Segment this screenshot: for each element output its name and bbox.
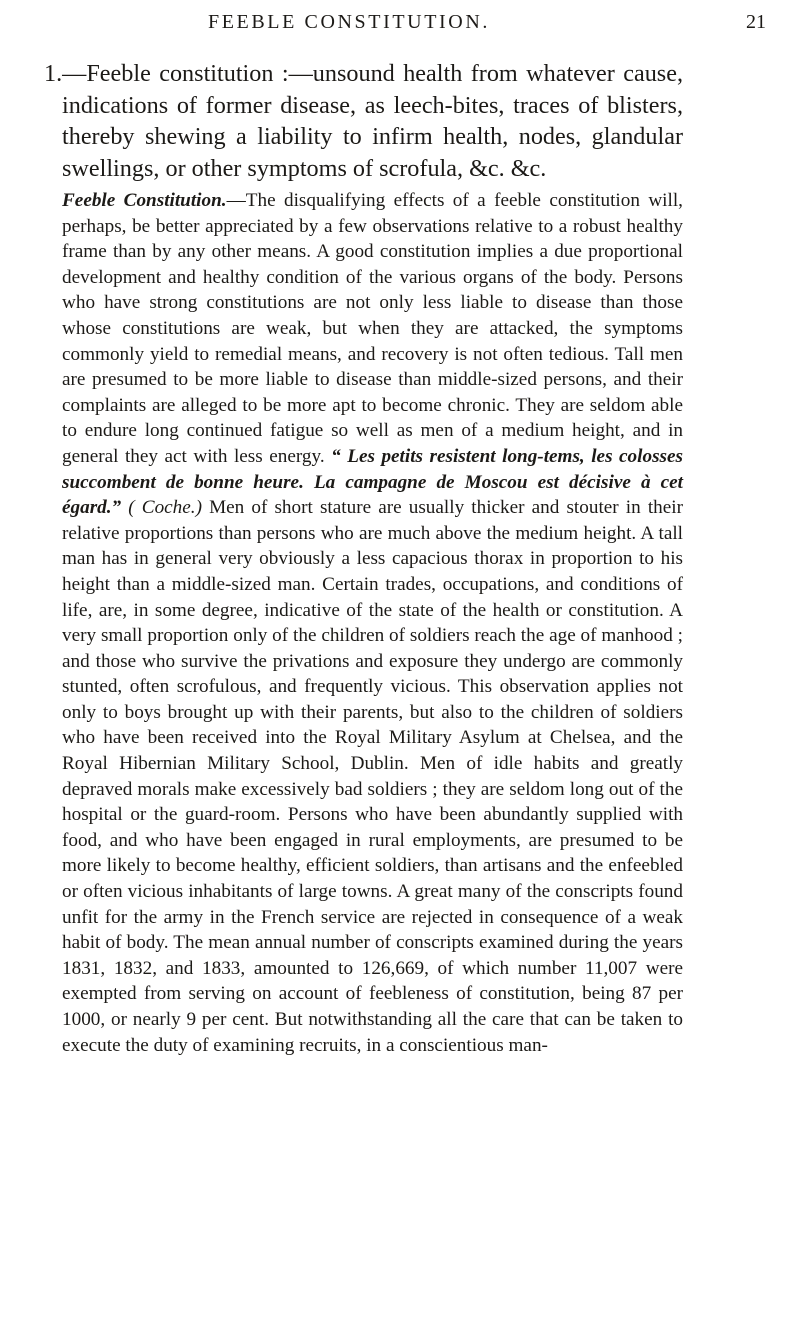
article-1 [44,58,683,185]
french-quote: “ Les petits resistent long-tems, les colosses succombent de bonne heure. La campagne de Moscou est décisive à cet égard.” [62,445,683,519]
commentary-text-part2: Men of short stature are usually thicker and stouter in their relative proportions than persons who are much above the medium height. A tall man has in general very obviously a less capacious thorax in proportion to his height than a middle-sized man. Certain trades, occupations, and conditions of life, are, in some degree, indicative of the state of the health or constitution. A very small proportion only of the children of soldiers reach the age of manhood ; and those who survive the privations and exposure they undergo are commonly stunted, often scrofulous, and frequently vicious. This observation applies not only to boys brought up with their parents, but also to the children of soldiers who have been received into the Royal Military Asylum at Chelsea, and the Royal Hibernian Military School, Dublin. Men of idle habits and greatly depraved morals make excessively bad soldiers ; they are seldom long out of the hospital or the guard-room. Persons who have been abundantly supplied with food, and who have been engaged in rural employments, are presumed to be more likely to become healthy, efficient soldiers, than artisans and the enfeebled or often vicious inhabitants of large towns. A great many of the conscripts found unfit for the army in the French service are rejected in consequence of a weak habit of body. The mean annual number of conscripts examined during the years 1831, 1832, and 1833, amounted to 126,669, of which number 11,007 were exempted from serving on account of feebleness of constitution, being 87 per 1000, or nearly 9 per cent. But notwithstanding all the care that can be taken to execute the duty of examining recruits, in a conscientious man- [62,497,683,1056]
article-number: 1. [44,60,63,87]
commentary-text-part1: —The disqualifying effects of a feeble constitution will, perhaps, be better appreciated by a few observations relative to a robust healthy frame than by any other means. A good constitution implies a due proportional development and healthy condition of the various organs of the body. Persons who have strong constitutions are not only less liable to disease than those whose constitutions are weak, but when they are attacked, the symptoms commonly yield to remedial means, and recovery is not often tedious. Tall men are presumed to be more liable to disease than middle-sized persons, and their complaints are alleged to be more apt to become chronic. They are seldom able to endure long continued fatigue so well as men of a medium height, and in general they act with less energy. [62,190,683,467]
running-head [208,11,588,41]
page-number: 21 [746,11,766,33]
commentary-heading: Feeble Constitution. [62,190,227,211]
article-text: —Feeble constitution :—unsound health from whatever cause, indications of former disease, as leech-bites, traces of blisters, thereby shewing a liability to infirm health, nodes, glandular swellings, or other symptoms of scrofula, &c. &c. [62,60,683,183]
running-title: FEEBLE CONSTITUTION. [208,11,490,33]
commentary-paragraph [62,188,683,1058]
quote-citation: ( Coche.) [121,497,202,519]
